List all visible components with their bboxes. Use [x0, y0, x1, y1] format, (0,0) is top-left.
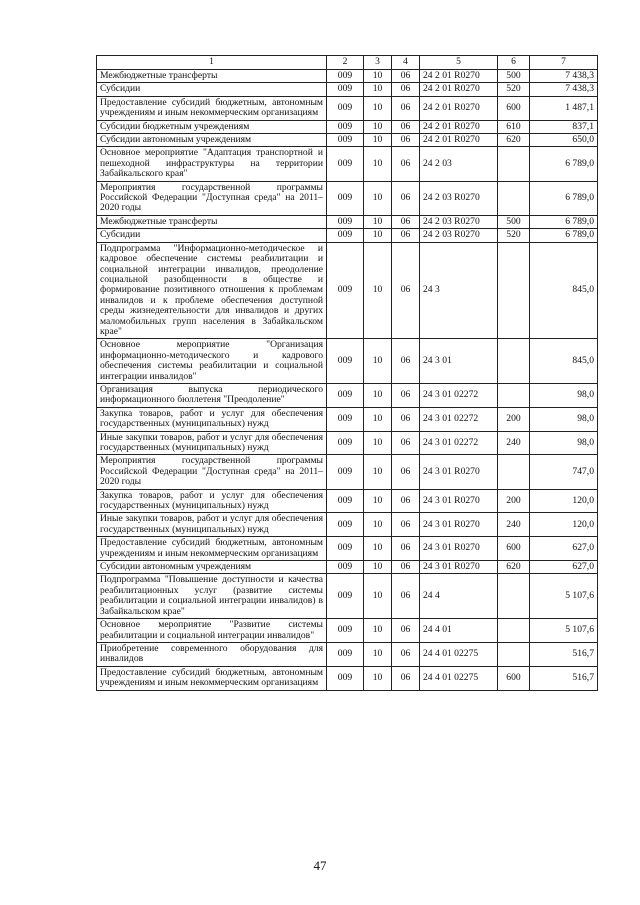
expense-type-code: 520 — [498, 83, 530, 96]
header-row — [97, 56, 598, 70]
grbs-code: 009 — [327, 134, 364, 147]
expense-type-code: 200 — [498, 489, 530, 513]
grbs-code: 009 — [327, 229, 364, 242]
item-name: Основное мероприятие "Адаптация транспортной и пешеходной инфраструктуры на территории Забайкальского края" — [97, 147, 327, 181]
grbs-code: 009 — [327, 489, 364, 513]
grbs-code: 009 — [327, 619, 364, 643]
amount-value: 627,0 — [530, 561, 598, 574]
table-row — [97, 513, 598, 537]
table-body — [97, 70, 598, 691]
subsection-code: 06 — [392, 513, 420, 537]
page-number: 47 — [313, 858, 327, 873]
expense-type-code — [498, 642, 530, 666]
table-row — [97, 134, 598, 147]
section-code: 10 — [364, 215, 392, 228]
grbs-code: 009 — [327, 383, 364, 407]
section-code: 10 — [364, 383, 392, 407]
section-code: 10 — [364, 574, 392, 619]
section-code: 10 — [364, 147, 392, 181]
target-article-code: 24 3 01 — [420, 339, 498, 384]
expense-type-code — [498, 339, 530, 384]
table-row — [97, 181, 598, 215]
amount-value: 845,0 — [530, 339, 598, 384]
amount-value: 516,7 — [530, 666, 598, 690]
table-row — [97, 83, 598, 96]
amount-value: 120,0 — [530, 489, 598, 513]
expense-type-code — [498, 574, 530, 619]
table-row — [97, 642, 598, 666]
table-row — [97, 120, 598, 133]
expense-type-code — [498, 181, 530, 215]
section-code: 10 — [364, 489, 392, 513]
col-header: 4 — [392, 56, 420, 70]
expense-type-code — [498, 383, 530, 407]
table-row — [97, 339, 598, 384]
target-article-code: 24 4 — [420, 574, 498, 619]
item-name: Субсидии автономным учреждениям — [97, 134, 327, 147]
item-name: Межбюджетные трансферты — [97, 215, 327, 228]
col-header: 7 — [530, 56, 598, 70]
amount-value: 845,0 — [530, 242, 598, 339]
table-row — [97, 537, 598, 561]
target-article-code: 24 2 01 R0270 — [420, 83, 498, 96]
grbs-code: 009 — [327, 574, 364, 619]
grbs-code: 009 — [327, 83, 364, 96]
target-article-code: 24 3 01 R0270 — [420, 489, 498, 513]
subsection-code: 06 — [392, 574, 420, 619]
amount-value: 1 487,1 — [530, 96, 598, 120]
section-code: 10 — [364, 134, 392, 147]
target-article-code: 24 2 01 R0270 — [420, 96, 498, 120]
budget-table — [96, 55, 598, 691]
section-code: 10 — [364, 120, 392, 133]
grbs-code: 009 — [327, 339, 364, 384]
expense-type-code: 610 — [498, 120, 530, 133]
target-article-code: 24 3 — [420, 242, 498, 339]
target-article-code: 24 2 01 R0270 — [420, 120, 498, 133]
table-row — [97, 215, 598, 228]
item-name: Субсидии бюджетным учреждениям — [97, 120, 327, 133]
expense-type-code: 500 — [498, 215, 530, 228]
target-article-code: 24 3 01 02272 — [420, 383, 498, 407]
section-code: 10 — [364, 666, 392, 690]
amount-value: 650,0 — [530, 134, 598, 147]
expense-type-code — [498, 455, 530, 489]
expense-type-code: 520 — [498, 229, 530, 242]
col-header: 5 — [420, 56, 498, 70]
expense-type-code: 600 — [498, 666, 530, 690]
target-article-code: 24 4 01 02275 — [420, 642, 498, 666]
table-row — [97, 619, 598, 643]
table-row — [97, 229, 598, 242]
target-article-code: 24 3 01 R0270 — [420, 537, 498, 561]
expense-type-code — [498, 619, 530, 643]
section-code: 10 — [364, 642, 392, 666]
grbs-code: 009 — [327, 513, 364, 537]
target-article-code: 24 2 01 R0270 — [420, 134, 498, 147]
item-name: Основное мероприятие "Развитие системы реабилитации и социальной интеграции инвалидов" — [97, 619, 327, 643]
subsection-code: 06 — [392, 70, 420, 83]
subsection-code: 06 — [392, 242, 420, 339]
subsection-code: 06 — [392, 666, 420, 690]
grbs-code: 009 — [327, 537, 364, 561]
item-name: Мероприятия государственной программы Российской Федерации "Доступная среда" на 2011–2020 годы — [97, 455, 327, 489]
col-header: 2 — [327, 56, 364, 70]
subsection-code: 06 — [392, 489, 420, 513]
subsection-code: 06 — [392, 455, 420, 489]
section-code: 10 — [364, 619, 392, 643]
expense-type-code: 500 — [498, 70, 530, 83]
expense-type-code: 620 — [498, 561, 530, 574]
item-name: Субсидии автономным учреждениям — [97, 561, 327, 574]
section-code: 10 — [364, 83, 392, 96]
expense-type-code — [498, 242, 530, 339]
grbs-code: 009 — [327, 431, 364, 455]
grbs-code: 009 — [327, 147, 364, 181]
target-article-code: 24 3 01 R0270 — [420, 561, 498, 574]
section-code: 10 — [364, 407, 392, 431]
target-article-code: 24 2 03 R0270 — [420, 229, 498, 242]
grbs-code: 009 — [327, 120, 364, 133]
table-row — [97, 96, 598, 120]
table-row — [97, 574, 598, 619]
amount-value: 747,0 — [530, 455, 598, 489]
amount-value: 7 438,3 — [530, 70, 598, 83]
amount-value: 6 789,0 — [530, 181, 598, 215]
item-name: Предоставление субсидий бюджетным, автономным учреждениям и иным некоммерческим организациям — [97, 666, 327, 690]
subsection-code: 06 — [392, 339, 420, 384]
subsection-code: 06 — [392, 642, 420, 666]
amount-value: 627,0 — [530, 537, 598, 561]
table-row — [97, 489, 598, 513]
item-name: Субсидии — [97, 83, 327, 96]
target-article-code: 24 2 03 R0270 — [420, 215, 498, 228]
section-code: 10 — [364, 455, 392, 489]
table-row — [97, 242, 598, 339]
target-article-code: 24 3 01 02272 — [420, 407, 498, 431]
amount-value: 5 107,6 — [530, 619, 598, 643]
expense-type-code: 240 — [498, 513, 530, 537]
target-article-code: 24 2 03 R0270 — [420, 181, 498, 215]
amount-value: 120,0 — [530, 513, 598, 537]
grbs-code: 009 — [327, 455, 364, 489]
table-row — [97, 70, 598, 83]
item-name: Подпрограмма "Повышение доступности и качества реабилитационных услуг (развитие системы реабилитации и социальной интеграции инвалидов) в Забайкальском крае" — [97, 574, 327, 619]
amount-value: 6 789,0 — [530, 215, 598, 228]
target-article-code: 24 3 01 02272 — [420, 431, 498, 455]
target-article-code: 24 2 01 R0270 — [420, 70, 498, 83]
amount-value: 7 438,3 — [530, 83, 598, 96]
subsection-code: 06 — [392, 431, 420, 455]
subsection-code: 06 — [392, 229, 420, 242]
grbs-code: 009 — [327, 666, 364, 690]
grbs-code: 009 — [327, 407, 364, 431]
item-name: Закупка товаров, работ и услуг для обеспечения государственных (муниципальных) нужд — [97, 407, 327, 431]
section-code: 10 — [364, 537, 392, 561]
target-article-code: 24 4 01 02275 — [420, 666, 498, 690]
amount-value: 98,0 — [530, 431, 598, 455]
amount-value: 6 789,0 — [530, 147, 598, 181]
subsection-code: 06 — [392, 407, 420, 431]
item-name: Иные закупки товаров, работ и услуг для обеспечения государственных (муниципальных) нужд — [97, 431, 327, 455]
grbs-code: 009 — [327, 181, 364, 215]
target-article-code: 24 3 01 R0270 — [420, 513, 498, 537]
section-code: 10 — [364, 513, 392, 537]
expense-type-code — [498, 147, 530, 181]
item-name: Мероприятия государственной программы Российской Федерации "Доступная среда" на 2011–2020 годы — [97, 181, 327, 215]
item-name: Подпрограмма "Информационно-методическое и кадровое обеспечение системы реабилитации и социальной интеграции инвалидов, преодоление социальной разобщенности в обществе и формирование позитивного отношения к проблемам инвалидов и к проблеме обеспечения доступной среды жизнедеятельности для инвалидов и других маломобильных групп населения в Забайкальском крае" — [97, 242, 327, 339]
section-code: 10 — [364, 431, 392, 455]
expense-type-code: 240 — [498, 431, 530, 455]
subsection-code: 06 — [392, 120, 420, 133]
subsection-code: 06 — [392, 537, 420, 561]
amount-value: 98,0 — [530, 407, 598, 431]
table-row — [97, 383, 598, 407]
expense-type-code: 600 — [498, 537, 530, 561]
item-name: Приобретение современного оборудования для инвалидов — [97, 642, 327, 666]
subsection-code: 06 — [392, 181, 420, 215]
subsection-code: 06 — [392, 96, 420, 120]
target-article-code: 24 2 03 — [420, 147, 498, 181]
table-row — [97, 666, 598, 690]
col-header: 6 — [498, 56, 530, 70]
grbs-code: 009 — [327, 96, 364, 120]
target-article-code: 24 3 01 R0270 — [420, 455, 498, 489]
subsection-code: 06 — [392, 134, 420, 147]
table-row — [97, 407, 598, 431]
subsection-code: 06 — [392, 561, 420, 574]
item-name: Предоставление субсидий бюджетным, автономным учреждениям и иным некоммерческим организациям — [97, 96, 327, 120]
amount-value: 98,0 — [530, 383, 598, 407]
section-code: 10 — [364, 181, 392, 215]
subsection-code: 06 — [392, 619, 420, 643]
table-row — [97, 455, 598, 489]
item-name: Организация выпуска периодического информационного бюллетеня "Преодоление" — [97, 383, 327, 407]
grbs-code: 009 — [327, 242, 364, 339]
col-header: 1 — [97, 56, 327, 70]
col-header: 3 — [364, 56, 392, 70]
expense-type-code: 620 — [498, 134, 530, 147]
amount-value: 6 789,0 — [530, 229, 598, 242]
section-code: 10 — [364, 70, 392, 83]
section-code: 10 — [364, 339, 392, 384]
section-code: 10 — [364, 561, 392, 574]
subsection-code: 06 — [392, 215, 420, 228]
item-name: Закупка товаров, работ и услуг для обеспечения государственных (муниципальных) нужд — [97, 489, 327, 513]
section-code: 10 — [364, 242, 392, 339]
subsection-code: 06 — [392, 83, 420, 96]
table-row — [97, 561, 598, 574]
section-code: 10 — [364, 229, 392, 242]
table-row — [97, 431, 598, 455]
table-row — [97, 147, 598, 181]
section-code: 10 — [364, 96, 392, 120]
grbs-code: 009 — [327, 561, 364, 574]
grbs-code: 009 — [327, 642, 364, 666]
item-name: Предоставление субсидий бюджетным, автономным учреждениям и иным некоммерческим организациям — [97, 537, 327, 561]
expense-type-code: 200 — [498, 407, 530, 431]
target-article-code: 24 4 01 — [420, 619, 498, 643]
item-name: Иные закупки товаров, работ и услуг для обеспечения государственных (муниципальных) нужд — [97, 513, 327, 537]
item-name: Межбюджетные трансферты — [97, 70, 327, 83]
grbs-code: 009 — [327, 215, 364, 228]
expense-type-code: 600 — [498, 96, 530, 120]
subsection-code: 06 — [392, 147, 420, 181]
amount-value: 5 107,6 — [530, 574, 598, 619]
amount-value: 516,7 — [530, 642, 598, 666]
item-name: Субсидии — [97, 229, 327, 242]
item-name: Основное мероприятие "Организация информационно-методического и кадрового обеспечения системы реабилитации и социальной интеграции инвалидов" — [97, 339, 327, 384]
amount-value: 837,1 — [530, 120, 598, 133]
subsection-code: 06 — [392, 383, 420, 407]
grbs-code: 009 — [327, 70, 364, 83]
